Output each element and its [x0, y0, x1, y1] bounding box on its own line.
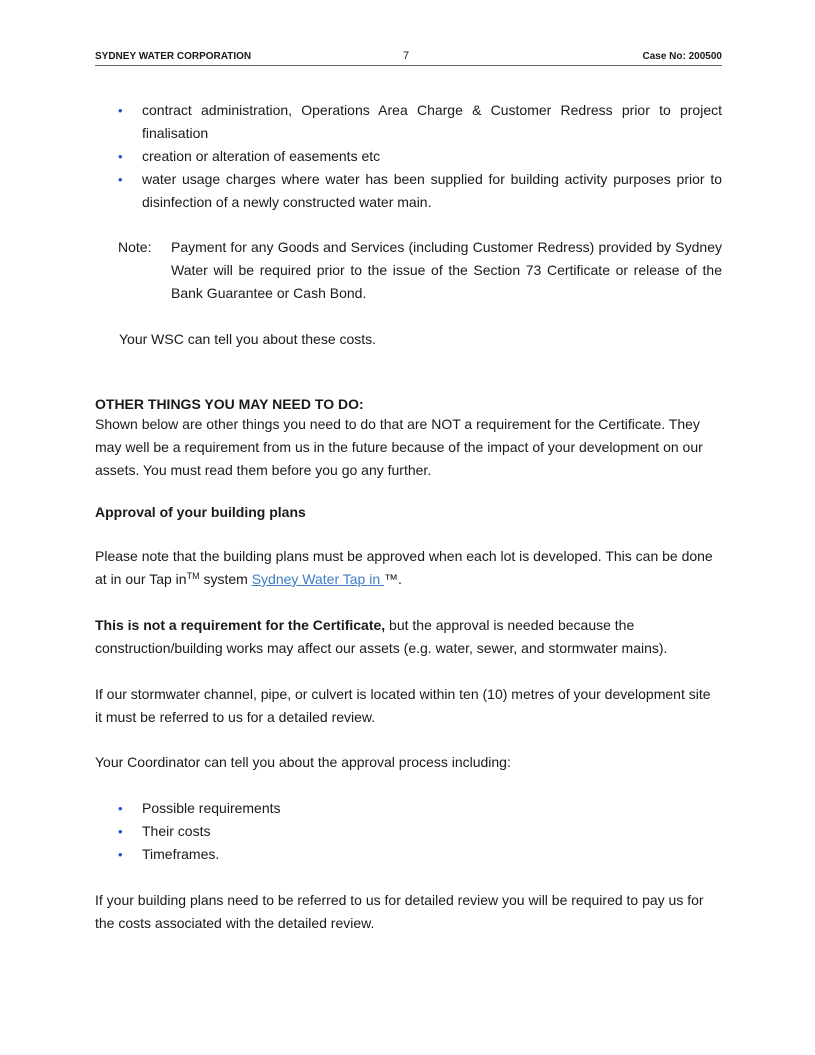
- bullet-dot: •: [118, 103, 123, 118]
- bullet-item: creation or alteration of easements etc: [142, 148, 381, 164]
- approval-paragraph-2-bold: This is not a requirement for the Certificate,: [95, 617, 386, 633]
- bullet-dot: •: [118, 801, 123, 816]
- approval-bullet-item: Timeframes.: [142, 846, 220, 862]
- trademark-superscript: TM: [186, 571, 200, 581]
- approval-paragraph-1-text: ™.: [384, 571, 402, 587]
- approval-paragraph-1-text: Please note that the building plans must be approved when each lot is developed. This can be done at in our Tap in: [95, 548, 713, 587]
- approval-paragraph-1: [95, 545, 720, 591]
- approval-paragraph-1-text: system: [199, 571, 252, 587]
- bullet-dot: •: [118, 149, 123, 164]
- approval-paragraph-2: [95, 614, 720, 660]
- page-number: 7: [403, 50, 410, 62]
- bullet-dot: •: [118, 824, 123, 839]
- bullet-item: contract administration, Operations Area Charge & Customer Redress prior to project finalisation: [142, 102, 722, 141]
- note-text: Payment for any Goods and Services (including Customer Redress) provided by Sydney Water will be required prior to the issue of the Section 73 Certificate or release of the Bank Guarantee or Cash Bond.: [171, 239, 722, 301]
- section-heading-other-things: OTHER THINGS YOU MAY NEED TO DO:: [95, 396, 364, 412]
- wsc-costs-text: Your WSC can tell you about these costs.: [119, 331, 377, 347]
- sydney-water-tap-in-link[interactable]: Sydney Water Tap in: [251, 571, 385, 587]
- approval-bullet-item: Possible requirements: [142, 800, 281, 816]
- approval-paragraph-4: Your Coordinator can tell you about the approval process including:: [95, 754, 511, 770]
- header-case-number: Case No: 200500: [642, 51, 722, 62]
- approval-paragraph-2-text: but the approval is needed because the construction/building works may affect our assets (e.g. water, sewer, and stormwater mains).: [95, 617, 668, 656]
- header-organization: SYDNEY WATER CORPORATION: [95, 51, 252, 62]
- bullet-item: water usage charges where water has been supplied for building activity purposes prior to disinfection of a newly constructed water main.: [142, 171, 722, 210]
- note-label: Note:: [118, 239, 152, 255]
- bullet-dot: •: [118, 847, 123, 862]
- page-header: [95, 49, 722, 66]
- approval-paragraph-3: If our stormwater channel, pipe, or culvert is located within ten (10) metres of your development site it must be referred to us for a detailed review.: [95, 686, 711, 725]
- approval-bullet-item: Their costs: [142, 823, 211, 839]
- section-heading-approval: Approval of your building plans: [95, 504, 306, 520]
- approval-paragraph-5: If your building plans need to be referred to us for detailed review you will be required to pay us for the costs associated with the detailed review.: [95, 892, 704, 931]
- other-things-text: Shown below are other things you need to do that are NOT a requirement for the Certificate. They may well be a requirement from us in the future because of the impact of your development on our assets. You must read them before you go any further.: [95, 416, 703, 478]
- bullet-dot: •: [118, 172, 123, 187]
